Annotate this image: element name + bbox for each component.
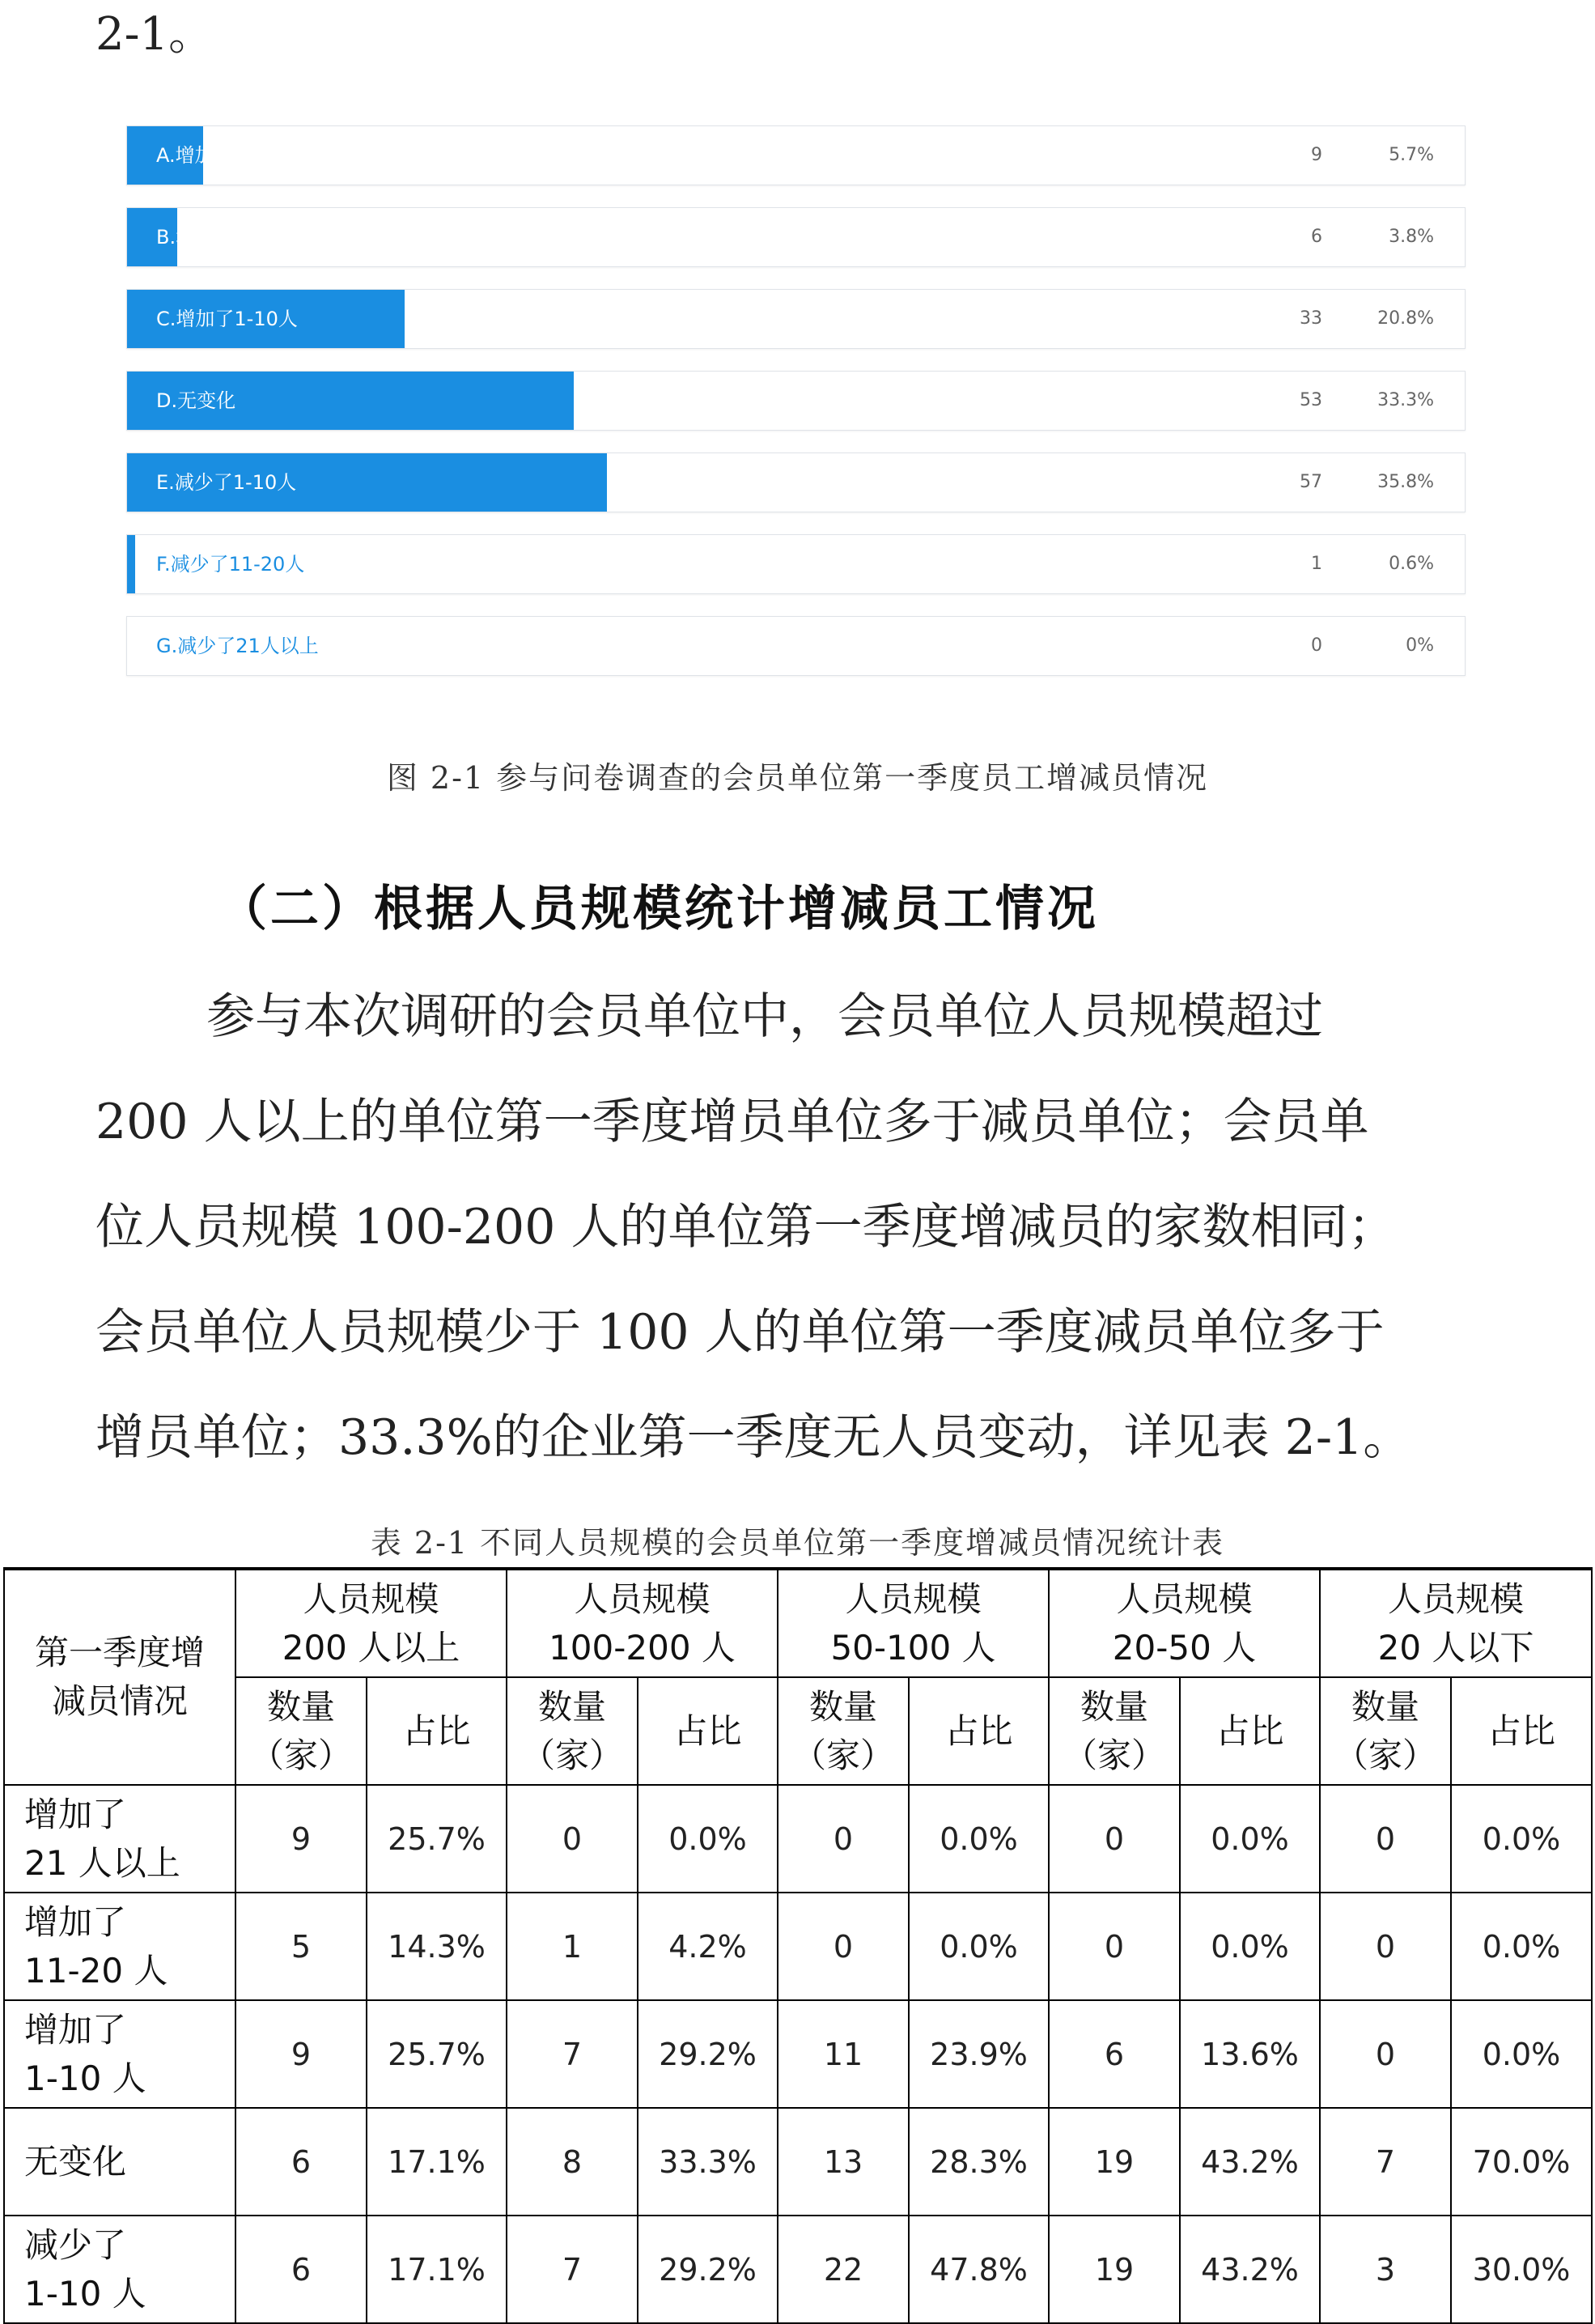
ratio-cell: 29.2% [638, 2000, 778, 2108]
count-cell: 7 [1320, 2108, 1451, 2216]
count-cell: 9 [235, 2000, 367, 2108]
count-subheader-line: （家） [1063, 1735, 1165, 1775]
table-row [4, 2000, 1592, 2108]
section-heading: （二）根据人员规模统计增减员工情况 [218, 881, 1099, 937]
row-label-line: 11-20 人 [24, 1950, 168, 1990]
count-cell: 0 [1320, 1785, 1451, 1893]
paragraph-line: 200 人以上的单位第一季度增员单位多于减员单位；会员单 [95, 1094, 1369, 1150]
count-cell: 13 [778, 2108, 909, 2216]
ratio-cell: 25.7% [367, 2000, 507, 2108]
corner-header-line: 第一季度增 [34, 1633, 205, 1672]
row-label-line: 减少了 [24, 2224, 127, 2265]
bar-row [126, 289, 1466, 349]
ratio-subheader: 占比 [1180, 1677, 1320, 1785]
group-header-line: 人员规模 [1116, 1578, 1253, 1619]
bar-count-label: 9 [1311, 145, 1322, 165]
ratio-cell: 30.0% [1451, 2216, 1592, 2323]
bar-label: D.无变化 [156, 389, 236, 412]
ratio-cell: 23.9% [909, 2000, 1049, 2108]
count-subheader-line: （家） [520, 1735, 623, 1775]
corner-header [4, 1569, 235, 1785]
count-cell: 8 [507, 2108, 638, 2216]
count-subheader [507, 1677, 638, 1785]
group-header-line: 200 人以上 [282, 1627, 460, 1668]
ratio-cell: 4.2% [638, 1893, 778, 2000]
ratio-cell: 33.3% [638, 2108, 778, 2216]
bar-count-label: 33 [1300, 308, 1322, 329]
ratio-cell: 14.3% [367, 1893, 507, 2000]
table-body [4, 1785, 1592, 2323]
bar-percent-label: 20.8% [1377, 308, 1434, 329]
group-header-line: 人员规模 [574, 1578, 711, 1619]
count-cell: 0 [1320, 1893, 1451, 2000]
bar-count-label: 57 [1300, 472, 1322, 492]
count-cell: 9 [235, 1785, 367, 1893]
count-cell: 22 [778, 2216, 909, 2323]
ratio-cell: 0.0% [909, 1893, 1049, 2000]
table-row [4, 1893, 1592, 2000]
count-cell: 6 [1049, 2000, 1180, 2108]
ratio-cell: 17.1% [367, 2216, 507, 2323]
count-cell: 0 [778, 1785, 909, 1893]
group-header-line: 20-50 人 [1112, 1627, 1257, 1668]
group-header [507, 1569, 778, 1677]
count-subheader-line: 数量 [537, 1686, 606, 1727]
ratio-subheader: 占比 [909, 1677, 1049, 1785]
bar-row [126, 207, 1466, 267]
count-subheader [778, 1677, 909, 1785]
count-cell: 19 [1049, 2216, 1180, 2323]
count-subheader-line: 数量 [266, 1686, 335, 1727]
ratio-cell: 43.2% [1180, 2216, 1320, 2323]
bar-percent-label: 3.8% [1389, 227, 1434, 247]
row-label-line: 无变化 [24, 2141, 127, 2182]
bar [127, 535, 135, 593]
count-subheader-line: （家） [249, 1735, 352, 1775]
bar-percent-label: 0% [1406, 635, 1434, 656]
row-label [4, 1893, 235, 2000]
ratio-cell: 0.0% [1451, 1893, 1592, 2000]
paragraph-line: 位人员规模 100-200 人的单位第一季度增减员的家数相同； [95, 1199, 1397, 1255]
ratio-cell: 17.1% [367, 2108, 507, 2216]
count-subheader [235, 1677, 367, 1785]
ratio-cell: 0.0% [1451, 2000, 1592, 2108]
ratio-cell: 29.2% [638, 2216, 778, 2323]
ratio-cell: 43.2% [1180, 2108, 1320, 2216]
bar-row [126, 452, 1466, 512]
count-cell: 7 [507, 2216, 638, 2323]
paragraph-line: 会员单位人员规模少于 100 人的单位第一季度减员单位多于 [95, 1304, 1385, 1361]
row-label [4, 2216, 235, 2323]
ratio-cell: 0.0% [1180, 1893, 1320, 2000]
ratio-subheader: 占比 [1451, 1677, 1592, 1785]
count-cell: 19 [1049, 2108, 1180, 2216]
bar-label: G.减少了21人以上 [156, 635, 319, 657]
count-cell: 0 [1320, 2000, 1451, 2108]
bar-label: F.减少了11-20人 [156, 553, 305, 576]
count-subheader [1049, 1677, 1180, 1785]
row-label-line: 增加了 [24, 1794, 127, 1834]
ratio-cell: 0.0% [909, 1785, 1049, 1893]
group-header [1320, 1569, 1592, 1677]
count-cell: 0 [778, 1893, 909, 2000]
row-label [4, 2108, 235, 2216]
statistics-table [3, 1567, 1593, 2324]
bar-count-label: 1 [1311, 554, 1322, 574]
count-cell: 5 [235, 1893, 367, 2000]
table-row [4, 1785, 1592, 1893]
bar-label: A.增加了21人以上 [156, 144, 317, 167]
row-label-line: 21 人以上 [24, 1842, 180, 1883]
bar-label: E.减少了1-10人 [156, 471, 297, 494]
row-label-line: 增加了 [24, 1901, 127, 1942]
bar-count-label: 6 [1311, 227, 1322, 247]
group-header [235, 1569, 507, 1677]
row-label-line: 1-10 人 [24, 2058, 146, 2098]
horizontal-bar-chart [126, 125, 1466, 684]
bar-label: B.增加了11-20人 [156, 226, 310, 249]
count-cell: 6 [235, 2108, 367, 2216]
row-label [4, 1785, 235, 1893]
paragraph-line: 参与本次调研的会员单位中，会员单位人员规模超过 [206, 988, 1323, 1045]
bar-row [126, 125, 1466, 185]
bar-percent-label: 33.3% [1377, 390, 1434, 410]
bar-row [126, 534, 1466, 594]
row-label [4, 2000, 235, 2108]
ratio-cell: 70.0% [1451, 2108, 1592, 2216]
ratio-cell: 47.8% [909, 2216, 1049, 2323]
group-header-line: 人员规模 [303, 1578, 439, 1619]
count-cell: 6 [235, 2216, 367, 2323]
bar-row [126, 616, 1466, 676]
corner-header-line: 减员情况 [51, 1681, 188, 1721]
bar-percent-label: 35.8% [1377, 472, 1434, 492]
group-header-line: 100-200 人 [549, 1627, 736, 1668]
ratio-subheader: 占比 [367, 1677, 507, 1785]
paragraph-line: 增员单位；33.3%的企业第一季度无人员变动，详见表 2-1。 [95, 1409, 1412, 1466]
group-header-line: 20 人以下 [1377, 1627, 1534, 1668]
ratio-cell: 0.0% [1451, 1785, 1592, 1893]
bar-count-label: 0 [1311, 635, 1322, 656]
table-row [4, 2108, 1592, 2216]
bar-percent-label: 5.7% [1389, 145, 1434, 165]
count-subheader-line: 数量 [1351, 1686, 1419, 1727]
count-cell: 0 [507, 1785, 638, 1893]
count-subheader-line: 数量 [1080, 1686, 1148, 1727]
bar-label: C.增加了1-10人 [156, 308, 298, 330]
count-cell: 0 [1049, 1785, 1180, 1893]
table-caption: 表 2-1 不同人员规模的会员单位第一季度增减员情况统计表 [370, 1525, 1225, 1561]
count-subheader-line: 数量 [808, 1686, 877, 1727]
group-header-line: 50-100 人 [830, 1627, 996, 1668]
text-fragment: 2-1。 [95, 8, 214, 61]
count-cell: 11 [778, 2000, 909, 2108]
ratio-subheader: 占比 [638, 1677, 778, 1785]
table-row [4, 2216, 1592, 2323]
figure-caption: 图 2-1 参与问卷调查的会员单位第一季度员工增减员情况 [386, 760, 1209, 796]
count-subheader-line: （家） [791, 1735, 894, 1775]
group-header-line: 人员规模 [1388, 1578, 1525, 1619]
count-subheader-line: （家） [1334, 1735, 1436, 1775]
group-header [1049, 1569, 1320, 1677]
bar-count-label: 53 [1300, 390, 1322, 410]
ratio-cell: 0.0% [1180, 1785, 1320, 1893]
count-cell: 0 [1049, 1893, 1180, 2000]
group-header-line: 人员规模 [845, 1578, 982, 1619]
ratio-cell: 25.7% [367, 1785, 507, 1893]
count-cell: 3 [1320, 2216, 1451, 2323]
ratio-cell: 28.3% [909, 2108, 1049, 2216]
count-cell: 1 [507, 1893, 638, 2000]
ratio-cell: 0.0% [638, 1785, 778, 1893]
subheader-row [4, 1677, 1592, 1785]
bar-percent-label: 0.6% [1389, 554, 1434, 574]
ratio-cell: 13.6% [1180, 2000, 1320, 2108]
row-label-line: 1-10 人 [24, 2273, 146, 2313]
count-cell: 7 [507, 2000, 638, 2108]
bar-row [126, 371, 1466, 431]
count-subheader [1320, 1677, 1451, 1785]
row-label-line: 增加了 [24, 2009, 127, 2050]
group-header [778, 1569, 1049, 1677]
